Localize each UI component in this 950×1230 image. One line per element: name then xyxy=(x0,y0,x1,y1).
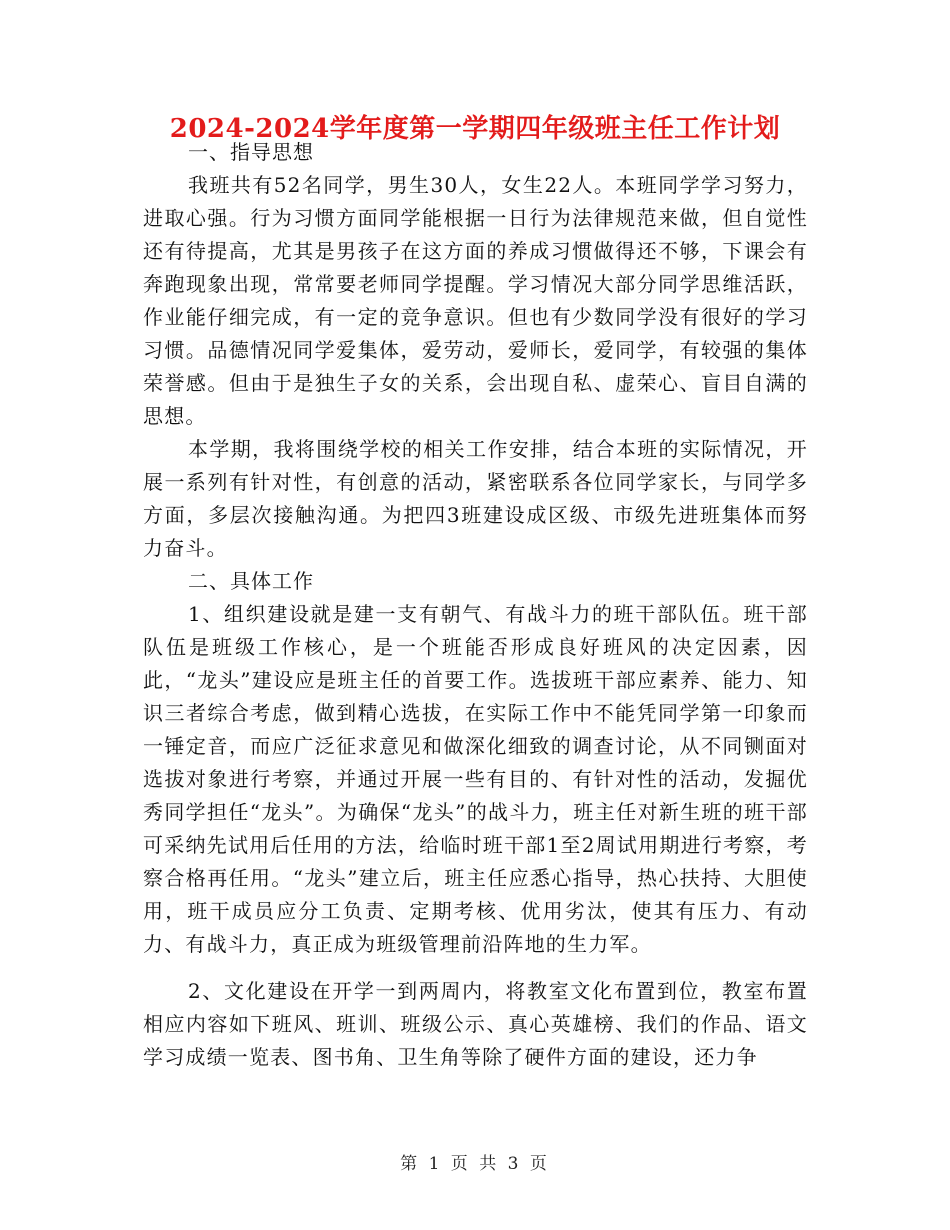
document-title: 2024-2024学年度第一学期四年级班主任工作计划 xyxy=(169,114,781,144)
page-number-footer: 第 1 页 共 3 页 xyxy=(400,1154,550,1174)
document-body xyxy=(143,136,808,1074)
section-heading-guiding-thought: 一、指导思想 xyxy=(188,140,314,164)
section-heading-specific-work: 二、具体工作 xyxy=(188,569,314,593)
paragraph-organization-building: 1、组织建设就是建一支有朝气、有战斗力的班干部队伍。班干部队伍是班级工作核心，是一个班能否形成良好班风的决定因素，因此，“龙头”建设应是班主任的首要工作。选拔班干部应素养、能力、知识三者综合考虑，做到精心选拔，在实际工作中不能凭同学第一印象而一锤定音，而应广泛征求意见和做深化细致的调查讨论，从不同铡面对选拔对象进行考察，并通过开展一些有目的、有针对性的活动，发掘优秀同学担任“龙头”。为确保“龙头”的战斗力，班主任对新生班的班干部可采纳先试用后任用的方法，给临时班干部1至2周试用期进行考察，考察合格再任用。“龙头”建立后，班主任应悉心指导，热心扶持、大胆使用，班干成员应分工负责、定期考核、优用劣汰，使其有压力、有动力、有战斗力，真正成为班级管理前沿阵地的生力军。 xyxy=(143,602,808,956)
paragraph-semester-plan: 本学期，我将围绕学校的相关工作安排，结合本班的实际情况，开展一系列有针对性，有创意的活动，紧密联系各位同学家长，与同学多方面，多层次接触沟通。为把四3班建设成区级、市级先进班集体而努力奋斗。 xyxy=(143,437,808,560)
paragraph-class-overview: 我班共有52名同学，男生30人，女生22人。本班同学学习努力，进取心强。行为习惯方面同学能根据一日行为法律规范来做，但自觉性还有待提高，尤其是男孩子在这方面的养成习惯做得还不够，下课会有奔跑现象出现，常常要老师同学提醒。学习情况大部分同学思维活跃，作业能仔细完成，有一定的竞争意识。但也有少数同学没有很好的学习习惯。品德情况同学爱集体，爱劳动，爱师长，爱同学，有较强的集体荣誉感。但由于是独生子女的关系，会出现自私、虚荣心、盲目自满的思想。 xyxy=(143,173,808,428)
paragraph-culture-building: 2、文化建设在开学一到两周内，将教室文化布置到位，教室布置相应内容如下班风、班训、班级公示、真心英雄榜、我们的作品、语文学习成绩一览表、图书角、卫生角等除了硬件方面的建设，还力争 xyxy=(143,979,808,1069)
